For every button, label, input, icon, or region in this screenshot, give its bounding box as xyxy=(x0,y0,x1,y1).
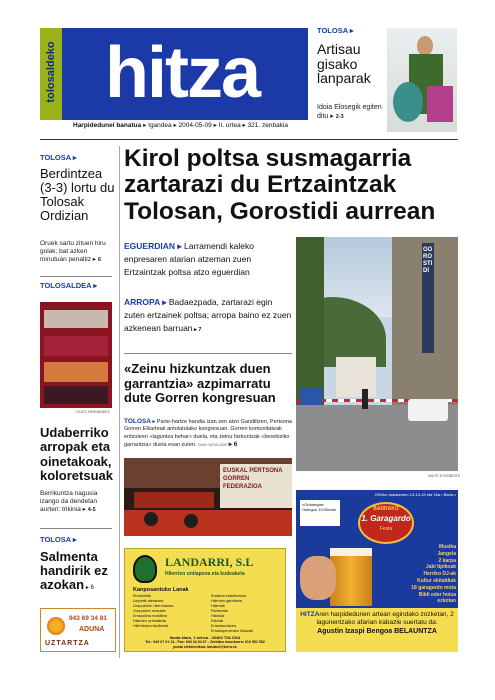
left-tag-1: TOLOSA ▸ xyxy=(40,153,77,162)
lamp-photo xyxy=(387,28,457,132)
landarri-service: Estelak xyxy=(211,619,224,623)
landarri-col2 xyxy=(211,594,283,634)
info-a: Harpidedunei banatua xyxy=(73,122,142,129)
landarri-section: Kanposantuko Lanak xyxy=(133,587,189,593)
garagardo-promo xyxy=(296,608,458,652)
shop-photo-credit: OLATZ HERNANDEZ xyxy=(76,410,110,414)
landarri-name: LANDARRI, S.L xyxy=(165,555,254,569)
garagardo-title: 1. Garagardo xyxy=(361,514,411,523)
garagardo-item: Kultur ekitaldiak xyxy=(417,577,456,584)
main-headline[interactable]: Kirol poltsa susmagarria zartarazi du Ertzaintzak Tolosan, Gorostidi aurrean xyxy=(124,145,436,225)
ad-landarri[interactable] xyxy=(124,548,286,652)
left-page-2: 4-5 xyxy=(87,507,96,514)
story2-page: 6 xyxy=(233,440,238,448)
landarri-service: Gorputzen errauste xyxy=(133,609,166,613)
garagardo-items xyxy=(406,544,456,605)
lead-1-body: Larramendi kaleko enpresaren atarian atzeman zuen Ertzaintzak poltsa atzo eguerdian xyxy=(124,241,254,277)
landarri-service: Lurpetik ateratzea xyxy=(133,599,164,603)
landarri-col1 xyxy=(133,594,209,629)
top-right-tag: TOLOSA ▸ xyxy=(317,26,354,35)
left-rule-2 xyxy=(40,528,112,529)
lead-2-tag: ARROPA xyxy=(124,297,160,307)
left-headline-2[interactable]: Udaberriko arropak eta oinetakoak, koloretsuak xyxy=(40,425,113,483)
masthead-info: Harpidedunei banatua ▸ Igandea ▸ 2004-05-09 ▸ II. urtea ▸ 321. zenbakia xyxy=(73,122,289,129)
garagardo-item: Herriko DJ-ak xyxy=(423,571,456,578)
garagardo-subtitle: Festa xyxy=(379,526,393,532)
landarri-service: Errestauratzea xyxy=(211,624,236,628)
landarri-contact: Tel.: 943 67 01 14 - Fax: 943 34 04 67 - Zerbitzu iraunkorra: 610 552 552 xyxy=(145,640,265,644)
garagardo-ticket-a: «Ordotegia» xyxy=(302,502,325,507)
masthead xyxy=(40,28,308,132)
landarri-email: posta elektronikoa: landarri@terra.es xyxy=(173,645,237,649)
left-headline-1[interactable]: Berdintzea (3-3) lortu du Tolosak Ordizian xyxy=(40,166,115,224)
landarri-service: Panteoiak xyxy=(211,609,228,613)
garagardo-header: 2004ko maiatzaren 13-14-15 eta 16a • Barra • xyxy=(374,492,456,497)
left-headline-3-text: Salmenta handirik ez azokan xyxy=(40,549,108,593)
landarri-service: Errautspenerako hilotzak xyxy=(211,629,253,633)
beer-glass xyxy=(330,548,372,606)
garagardo-item: Bildi eder hotza ezkotan xyxy=(418,591,456,605)
street-photo xyxy=(296,237,458,471)
landarri-address: Santa klara, 1 behea - 20400 TOLOSA xyxy=(169,635,241,640)
garagardo-item: Jangela xyxy=(437,550,456,557)
top-right-teaser-text: Idoia Elosegik egiten ditu ▸ 2-3 xyxy=(317,104,382,120)
promo-winner: Agustin Izaspi Bengoa BELAUNTZA xyxy=(317,627,437,635)
left-tag-2: TOLOSALDEA ▸ xyxy=(40,281,97,290)
ad-uztartza[interactable] xyxy=(40,608,116,652)
story2-credit: DANI GARALASIK xyxy=(198,442,228,447)
promo-lead: HITZA xyxy=(300,611,320,618)
landarri-service: Hilobiak xyxy=(211,614,225,618)
uztartza-phone: 943 69 34 81 xyxy=(69,615,107,622)
lead-2-page: 7 xyxy=(198,326,202,333)
uztartza-town: ADUNA xyxy=(79,626,105,633)
top-right-teaser-body: Idoia Elosegik egiten ditu xyxy=(317,104,382,120)
promo-text: ren harpidedunen artean egindako zozketan, 2 lagunentzako afarian irabazle suertatu da: xyxy=(316,611,454,626)
story2-body: TOLOSA ▸ Parte-hartze handia izan zen atzo Gandiltzen, Pertsona Gorren Elkarteak antolatutako kongresuan. Gorren komunitateak entzuleen «laguntza behar» duela, eta zeinu hizkuntzak «berebiziko garrantzia» duela esan zuten. DANI GARALASIK ▸ 6 xyxy=(124,418,292,448)
garagardo-ticket-b: Ostegun 19:00etan xyxy=(302,507,337,512)
left-rule-1 xyxy=(40,276,112,277)
shop-photo xyxy=(40,302,112,408)
landarri-tree-icon xyxy=(133,555,157,583)
left-teaser-1-body: Oruek sartu zituen hiru golak; bat azken minutuan penaltiz xyxy=(40,240,106,264)
lead-1-tag: EGUERDIAN xyxy=(124,241,176,251)
landarri-service: Ehortzetak xyxy=(133,594,152,598)
story-rule xyxy=(124,353,292,354)
story2-tag: TOLOSA xyxy=(124,418,151,425)
garagardo-item: 18 garagardo mota xyxy=(411,584,456,591)
left-teaser-2: Berrikuntza nagusia izango da dendetan aurten: trikinia ▸ 4-5 xyxy=(40,490,98,514)
hand xyxy=(300,556,336,600)
masthead-logo: hitza xyxy=(105,33,260,113)
landarri-service: Hilerrietara itzulketak xyxy=(133,624,169,628)
column-divider xyxy=(119,146,120,658)
congress-photo xyxy=(124,458,292,536)
garagardo-item: Jaki tipikoak xyxy=(425,564,456,571)
left-teaser-2-body: Berrikuntza nagusia izango da dendetan aurten: trikinia xyxy=(40,490,98,514)
landarri-service: Hilerrien garbiketa xyxy=(211,599,242,603)
info-c: 2004-05-09 xyxy=(178,122,212,129)
landarri-service: Eraikina erabiltzekoa xyxy=(211,594,247,598)
left-tag-3: TOLOSA ▸ xyxy=(40,535,77,544)
gorostidi-sign: GOROSTIDI xyxy=(423,247,433,274)
garagardo-item: Musika xyxy=(439,544,456,550)
story2-headline[interactable]: «Zeinu hizkuntzak duen garrantzia» azpimarratu dute Gorren kongresuan xyxy=(124,361,276,406)
top-right-teaser[interactable] xyxy=(317,26,457,134)
top-rule xyxy=(40,139,458,140)
landarri-service: Hilarriak xyxy=(211,604,225,608)
left-page-1: 6 xyxy=(97,257,101,264)
info-d: II. urtea xyxy=(218,122,241,129)
landarri-service: Gorpuzkien hilerriratzea xyxy=(133,604,174,608)
info-b: Igandea xyxy=(148,122,172,129)
lead-2: ARROPA ▸ Badaezpada, zartarazi egin zuten ertzainek poltsa; arropa baino ez zuen azkenean barruan ▸ 7 xyxy=(124,297,292,333)
top-right-page: 2-3 xyxy=(335,113,344,120)
congress-banner: EUSKAL PERTSONA GORREN FEDERAZIOA xyxy=(220,464,292,508)
left-teaser-1: Oruek sartu zituen hiru golak; bat azken minutuan penaltiz ▸ 6 xyxy=(40,240,106,264)
top-right-title: Artisau gisako lanparak xyxy=(317,41,371,87)
ad-garagardo[interactable] xyxy=(296,490,458,608)
left-page-3: 6 xyxy=(90,585,94,592)
landarri-subtitle: Hilerrien untiapena eta kudeaketa xyxy=(165,571,245,577)
garagardo-item: 2 karpa xyxy=(438,557,456,564)
landarri-service: Hilarrien prestaketa xyxy=(133,619,166,623)
garagardo-ticket xyxy=(300,500,340,526)
story2-body-text: Parte-hartze handia izan zen atzo Gandiltzen, Pertsona Gorren Elkarteak antolatutako kongresuan. Gorren komunitateak entzuleen «laguntza behar» duela, eta zeinu hizkuntzak «berebiziko garrantzia» duela esan zuten. xyxy=(124,419,292,448)
uztartza-sun-icon xyxy=(47,617,65,635)
street-photo-credit: MAITE ETXEBESTE xyxy=(428,474,461,478)
lead-2-body: Badaezpada, zartarazi egin zuten ertzainek poltsa; arropa baino ez zuen azkenean barruan xyxy=(124,297,292,333)
left-headline-3[interactable]: Salmenta handirik ez azokan ▸ 6 xyxy=(40,549,108,593)
info-e: 321. zenbakia xyxy=(247,122,289,129)
masthead-side-label: tolosaldeko xyxy=(45,41,57,103)
landarri-service: Errauskina erabilera xyxy=(133,614,167,618)
garagardo-brand: BARRAKO xyxy=(373,506,399,512)
uztartza-name: UZTARTZA xyxy=(45,640,90,647)
lead-1: EGUERDIAN ▸ Larramendi kaleko enpresaren atarian atzeman zuen Ertzaintzak poltsa atzo eguerdian xyxy=(124,241,254,277)
